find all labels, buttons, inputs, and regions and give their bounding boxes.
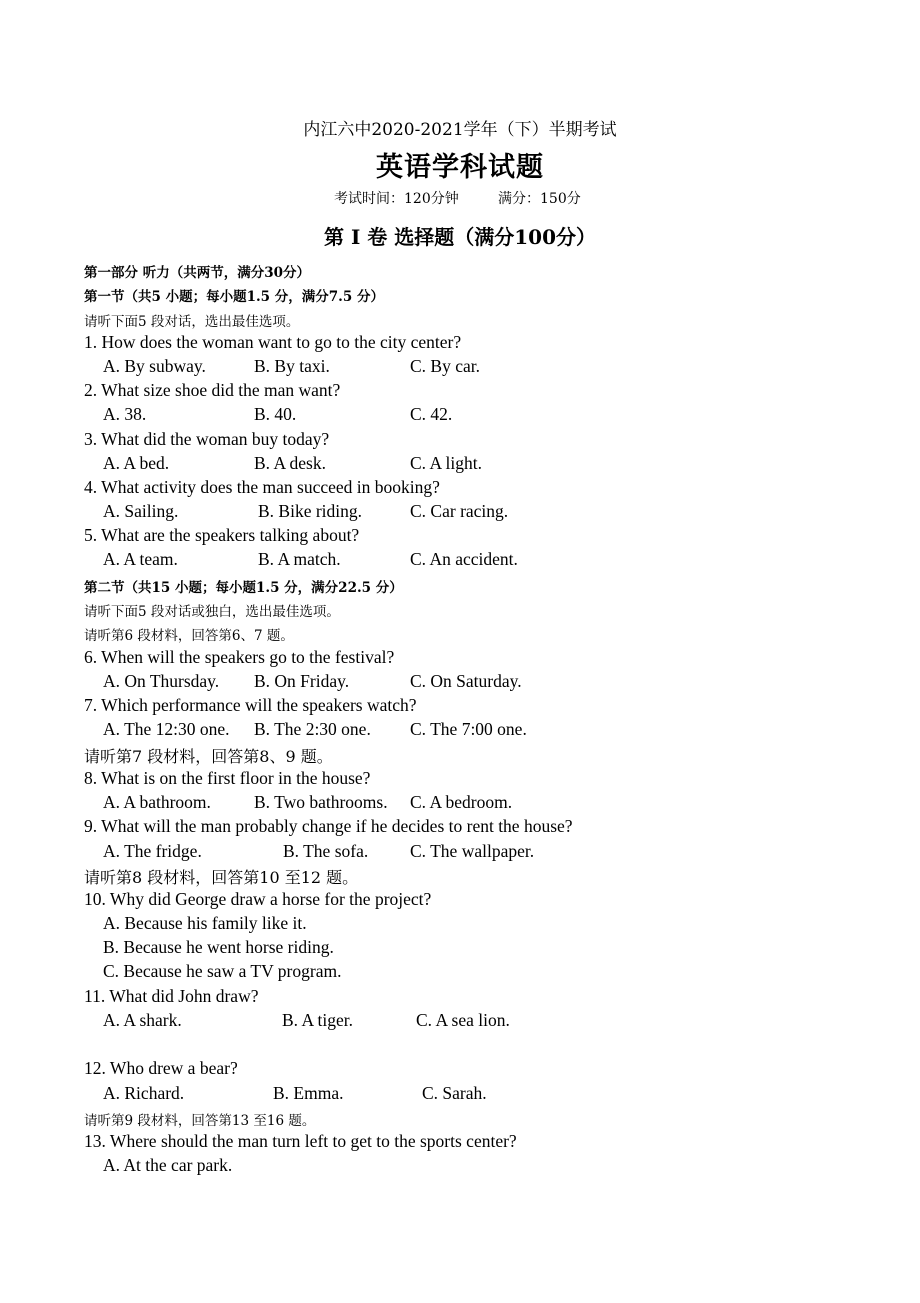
q12-option-a: A. Richard. — [103, 1083, 185, 1103]
q1-option-c: C. By car. — [410, 356, 480, 376]
exam-time: 考试时间：120分钟 — [334, 191, 459, 207]
q9-option-b: B. The sofa. — [283, 841, 369, 861]
q4-option-a: A. Sailing. — [103, 501, 179, 521]
q10-option-a: A. Because his family like it. — [103, 913, 307, 933]
q8-option-c: C. A bedroom. — [410, 792, 513, 812]
q6-option-c: C. On Saturday. — [410, 671, 522, 691]
q3-option-c: C. A light. — [410, 453, 482, 473]
q11-option-a: A. A shark. — [103, 1010, 182, 1030]
question-7: 7. Which performance will the speakers watch? — [84, 695, 417, 715]
question-6: 6. When will the speakers go to the festival? — [84, 647, 395, 667]
question-11: 11. What did John draw? — [84, 986, 259, 1006]
q10-option-c: C. Because he saw a TV program. — [103, 961, 342, 981]
q9-option-a: A. The fridge. — [103, 841, 202, 861]
q2-option-c: C. 42. — [410, 404, 453, 424]
material-8-note: 请听第8 段材料，回答第10 至12 题。 — [84, 868, 359, 887]
material-9-note: 请听第9 段材料，回答第13 至16 题。 — [84, 1113, 316, 1129]
q5-option-b: B. A match. — [258, 549, 341, 569]
section1-title: 第一节（共5 小题；每小题1.5 分，满分7.5 分） — [84, 289, 384, 305]
question-1: 1. How does the woman want to go to the city center? — [84, 332, 462, 352]
q11-option-b: B. A tiger. — [282, 1010, 353, 1030]
part1-title: 第一部分 听力（共两节，满分30分） — [84, 265, 310, 281]
section1-instruction: 请听下面5 段对话，选出最佳选项。 — [84, 314, 300, 330]
question-13: 13. Where should the man turn left to get to the sports center? — [84, 1131, 517, 1151]
q3-option-b: B. A desk. — [254, 453, 326, 473]
q1-option-a: A. By subway. — [103, 356, 206, 376]
q9-option-c: C. The wallpaper. — [410, 841, 535, 861]
material-7-note: 请听第7 段材料，回答第8、9 题。 — [84, 747, 333, 766]
q4-option-c: C. Car racing. — [410, 501, 509, 521]
q5-option-c: C. An accident. — [410, 549, 518, 569]
full-score: 满分：150分 — [498, 191, 581, 207]
question-9: 9. What will the man probably change if he decides to rent the house? — [84, 816, 573, 836]
question-4: 4. What activity does the man succeed in booking? — [84, 477, 440, 497]
q13-option-a: A. At the car park. — [103, 1155, 233, 1175]
q7-option-b: B. The 2:30 one. — [254, 719, 371, 739]
q2-option-b: B. 40. — [254, 404, 297, 424]
q4-option-b: B. Bike riding. — [258, 501, 363, 521]
q8-option-a: A. A bathroom. — [103, 792, 211, 812]
question-10: 10. Why did George draw a horse for the project? — [84, 889, 432, 909]
q12-option-c: C. Sarah. — [422, 1083, 487, 1103]
q12-option-b: B. Emma. — [273, 1083, 344, 1103]
section2-instruction: 请听下面5 段对话或独白，选出最佳选项。 — [84, 604, 340, 620]
school-line: 内江六中2020-2021学年（下）半期考试 — [303, 120, 617, 140]
q6-option-b: B. On Friday. — [254, 671, 350, 691]
q8-option-b: B. Two bathrooms. — [254, 792, 388, 812]
q7-option-c: C. The 7:00 one. — [410, 719, 527, 739]
volume-title: 第 I 卷 选择题（满分100分） — [324, 225, 596, 249]
q6-option-a: A. On Thursday. — [103, 671, 220, 691]
q10-option-b: B. Because he went horse riding. — [103, 937, 334, 957]
q5-option-a: A. A team. — [103, 549, 178, 569]
q2-option-a: A. 38. — [103, 404, 147, 424]
q3-option-a: A. A bed. — [103, 453, 170, 473]
question-3: 3. What did the woman buy today? — [84, 429, 330, 449]
question-12: 12. Who drew a bear? — [84, 1058, 238, 1078]
q11-option-c: C. A sea lion. — [416, 1010, 510, 1030]
q7-option-a: A. The 12:30 one. — [103, 719, 230, 739]
q1-option-b: B. By taxi. — [254, 356, 330, 376]
exam-title: 英语学科试题 — [376, 152, 544, 183]
question-8: 8. What is on the first floor in the house? — [84, 768, 371, 788]
material-6-note: 请听第6 段材料，回答第6、7 题。 — [84, 628, 294, 644]
question-2: 2. What size shoe did the man want? — [84, 380, 341, 400]
question-5: 5. What are the speakers talking about? — [84, 525, 360, 545]
section2-title: 第二节（共15 小题；每小题1.5 分，满分22.5 分） — [84, 580, 403, 596]
